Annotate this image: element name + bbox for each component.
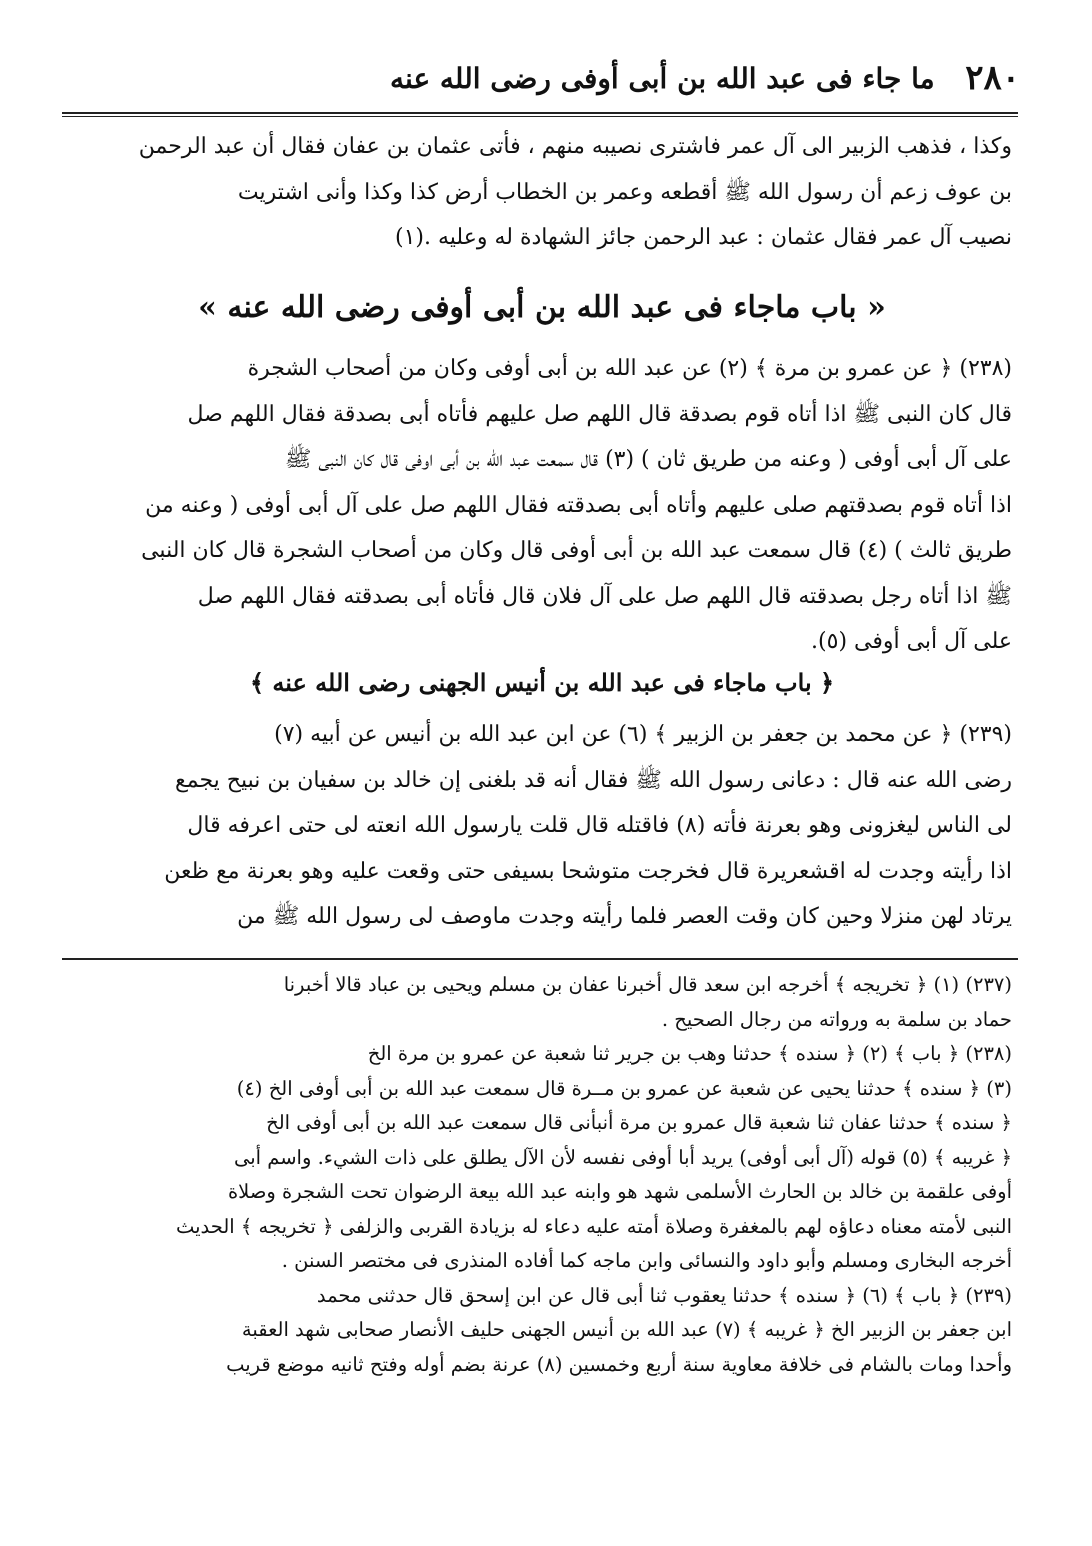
header-rule-thin bbox=[62, 116, 1018, 117]
chapter-heading-ibn-unays: ﴿ باب ماجاء فى عبد الله بن أنيس الجهنى رضى الله عنه ﴾ bbox=[249, 668, 835, 697]
text-line: (٢٣٩) ﴿ عن محمد بن جعفر بن الزبير ﴾ (٦) عن ابن عبد الله بن أنيس عن أبيه (٧) bbox=[274, 722, 1012, 747]
text-line: ﷺ اذا أتاه رجل بصدقته قال اللهم صل على آل فلان قال فأتاه أبى بصدقته فقال اللهم صل bbox=[197, 583, 1012, 609]
footnote-line: (٢٣٧) (١) ﴿ تخريجه ﴾ أخرجه ابن سعد قال أخبرنا عفان بن مسلم ويحيى بن عباد قالا أخبرنا bbox=[283, 973, 1012, 996]
footnote-rule bbox=[62, 958, 1018, 960]
text-line: على آل أبى أوفى ( وعنه من طريق ثان ) (٣) قال سمعت عبد الله بن أبى اوفى قال كان النبى ﷺ bbox=[284, 447, 1012, 472]
footnotes bbox=[72, 968, 1012, 1382]
chapter-heading-ibn-abi-awfa: « باب ماجاء فى عبد الله بن أبى أوفى رضى الله عنه » bbox=[198, 290, 886, 325]
text-line: لى الناس ليغزونى وهو بعرنة فأته (٨) فاقتله قال قلت يارسول الله انعته لى حتى اعرفه قال bbox=[187, 813, 1012, 838]
text-line: اذا رأيته وجدت له اقشعريرة قال فخرجت متوشحا بسيفى حتى وقعت عليه وهو بعرنة مع ظعن bbox=[164, 858, 1012, 884]
footnote-line: ﴿ غريبه ﴾ (٥) قوله (آل أبى أوفى) يريد أبا أوفى نفسه لأن الآل يطلق على ذات الشيء. واسم أبى bbox=[233, 1145, 1012, 1169]
text-line: وكذا ، فذهب الزبير الى آل عمر فاشترى نصيبه منهم ، فأتى عثمان بن عفان فقال أن عبد الرحمن bbox=[138, 134, 1012, 159]
text-line: قال كان النبى ﷺ اذا أتاه قوم بصدقة قال اللهم صل عليهم فأتاه أبى بصدقة فقال اللهم صل bbox=[187, 401, 1012, 427]
text-line: نصيب آل عمر فقال عثمان : عبد الرحمن جائز الشهادة له وعليه .(١) bbox=[395, 225, 1012, 250]
hadith-238-text bbox=[72, 346, 1012, 665]
footnote-line: (٢٣٩) ﴿ باب ﴾ (٦) ﴿ سنده ﴾ حدثنا يعقوب ثنا أبى قال عن ابن إسحق قال حدثنى محمد bbox=[316, 1283, 1012, 1307]
page-number: ٢٨٠ bbox=[965, 58, 1020, 98]
footnote-line: حماد بن سلمة به ورواته من رجال الصحيح . bbox=[661, 1007, 1012, 1031]
text-line: طريق ثالث ) (٤) قال سمعت عبد الله بن أبى أوفى قال وكان من أصحاب الشجرة قال كان النبى bbox=[141, 538, 1012, 563]
footnote-line: ﴿ سنده ﴾ حدثنا عفان ثنا شعبة قال عمرو بن مرة أنبأنى قال سمعت عبد الله بن أبى أوفى الخ bbox=[266, 1111, 1012, 1134]
footnote-line: (٢٣٨) ﴿ باب ﴾ (٢) ﴿ سنده ﴾ حدثنا وهب بن جرير ثنا شعبة عن عمرو بن مرة الخ bbox=[367, 1042, 1012, 1065]
continued-hadith-text bbox=[72, 124, 1012, 261]
footnote-line: أخرجه البخارى ومسلم وأبو داود والنسائى وابن ماجه كما أفاده المنذرى فى مختصر السنن . bbox=[281, 1249, 1012, 1272]
text-line: يرتاد لهن منزلا وحين كان وقت العصر فلما رأيته وجدت ماوصف لى رسول الله ﷺ من bbox=[237, 904, 1012, 929]
page-header bbox=[60, 48, 1020, 108]
footnote-line: النبى لأمته معناه دعاؤه لهم بالمغفرة وصلاة أمته عليه دعاء له بزيادة القربى والزلفى ﴿ تخريجه ﴾ الحديث bbox=[175, 1214, 1012, 1238]
header-rule bbox=[62, 112, 1018, 114]
text-line: اذا أتاه قوم بصدقتهم صلى عليهم وأتاه أبى بصدقته فقال اللهم صل على آل أبى أوفى ( وعنه من bbox=[145, 492, 1012, 518]
text-line: على آل أبى أوفى (٥). bbox=[811, 629, 1012, 654]
hadith-239-text bbox=[72, 712, 1012, 940]
footnote-line: وأحدا ومات بالشام فى خلافة معاوية سنة أربع وخمسين (٨) عرنة بضم أوله وفتح ثانيه موضع قريب bbox=[226, 1352, 1012, 1376]
text-line: بن عوف زعم أن رسول الله ﷺ أقطعه وعمر بن الخطاب أرض كذا وكذا وأنى اشتريت bbox=[237, 179, 1012, 205]
running-title: ما جاء فى عبد الله بن أبى أوفى رضى الله عنه bbox=[390, 61, 935, 95]
text-line: (٢٣٨) ﴿ عن عمرو بن مرة ﴾ (٢) عن عبد الله بن أبى أوفى وكان من أصحاب الشجرة bbox=[247, 356, 1012, 381]
footnote-line: (٣) ﴿ سنده ﴾ حدثنا يحيى عن شعبة عن عمرو بن مــرة قال سمعت عبد الله بن أبى أوفى الخ (٤) bbox=[236, 1076, 1012, 1100]
footnote-line: أوفى علقمة بن خالد بن الحارث الأسلمى شهد هو وابنه عبد الله بيعة الرضوان تحت الشجرة وصلاة bbox=[227, 1180, 1012, 1203]
footnote-line: ابن جعفر بن الزبير الخ ﴿ غريبه ﴾ (٧) عبد الله بن أنيس الجهنى حليف الأنصار صحابى شهد العقبة bbox=[241, 1318, 1012, 1341]
text-line: رضى الله عنه قال : دعانى رسول الله ﷺ فقال أنه قد بلغنى إن خالد بن سفيان بن نبيح يجمع bbox=[175, 767, 1012, 793]
